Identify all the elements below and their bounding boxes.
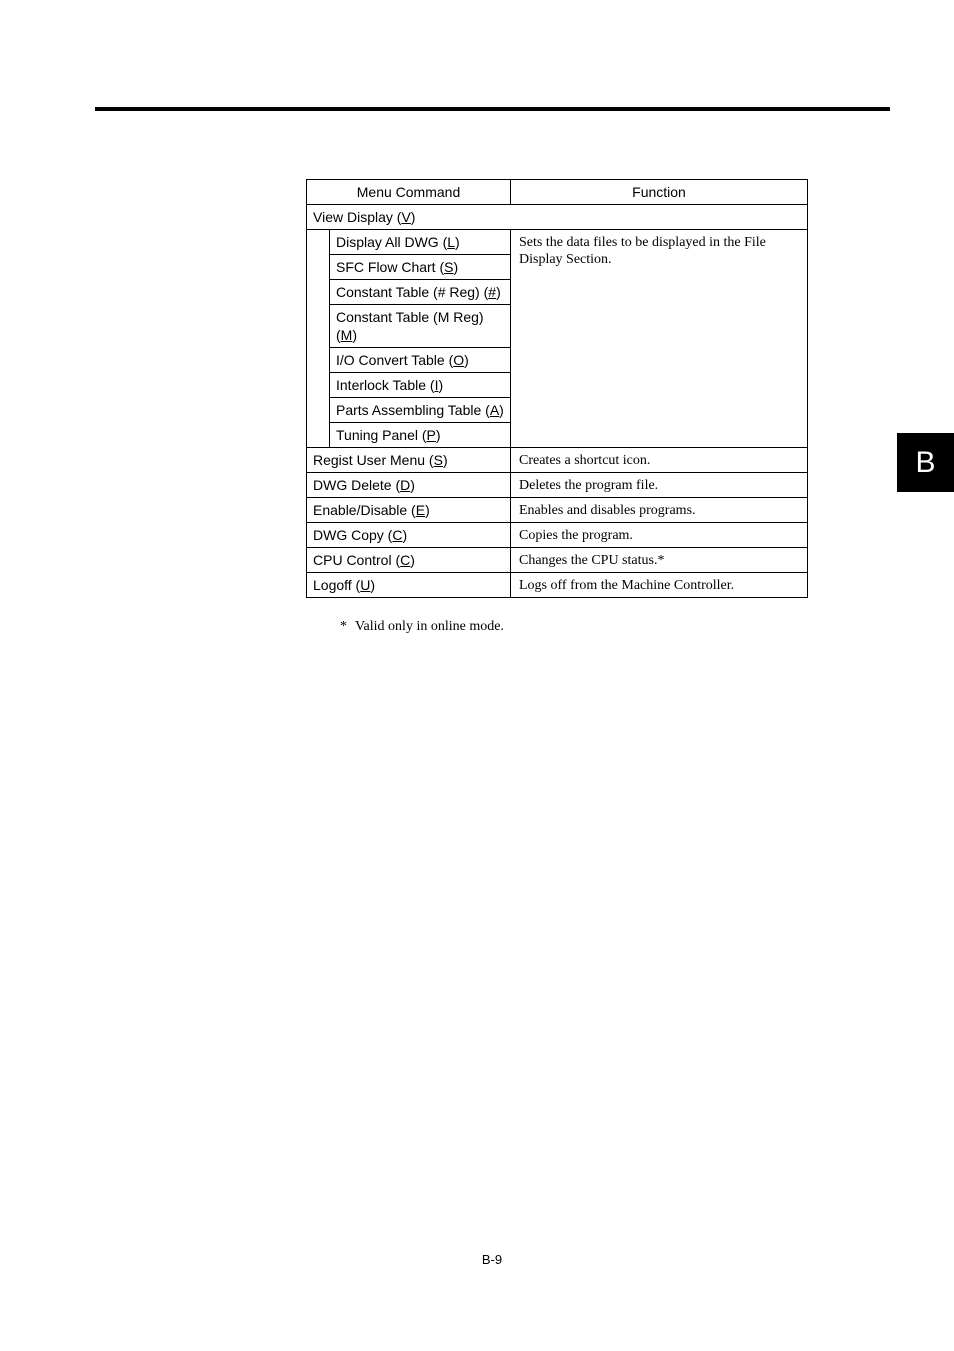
sub-item: Tuning Panel (P) <box>330 423 511 448</box>
function-cell: Logs off from the Machine Controller. <box>511 573 808 598</box>
table-row <box>307 205 808 230</box>
function-cell: Creates a shortcut icon. <box>511 448 808 473</box>
sub-item: Interlock Table (I) <box>330 373 511 398</box>
table-row <box>307 548 808 573</box>
table-row <box>307 573 808 598</box>
command-cell: DWG Delete (D) <box>307 473 511 498</box>
command-cell: DWG Copy (C) <box>307 523 511 548</box>
view-display-cell: View Display (V) <box>307 205 808 230</box>
table-row <box>307 448 808 473</box>
table-row <box>307 230 808 255</box>
sub-item: I/O Convert Table (O) <box>330 348 511 373</box>
menu-command-table <box>306 179 808 598</box>
sub-item: Constant Table (M Reg) (M) <box>330 305 511 348</box>
command-cell: CPU Control (C) <box>307 548 511 573</box>
function-cell: Deletes the program file. <box>511 473 808 498</box>
function-cell: Enables and disables programs. <box>511 498 808 523</box>
footnote-text: Valid only in online mode. <box>355 619 504 634</box>
function-cell: Copies the program. <box>511 523 808 548</box>
sub-item: Parts Assembling Table (A) <box>330 398 511 423</box>
footnote <box>340 619 504 635</box>
command-cell: Regist User Menu (S) <box>307 448 511 473</box>
header-rule <box>95 107 890 111</box>
indent-cell <box>307 230 330 448</box>
sub-item: Constant Table (# Reg) (#) <box>330 280 511 305</box>
page-number: B-9 <box>481 1252 503 1267</box>
appendix-tab: B <box>897 433 954 492</box>
header-menu-command: Menu Command <box>307 180 511 205</box>
header-function: Function <box>511 180 808 205</box>
table-header-row <box>307 180 808 205</box>
table-row <box>307 523 808 548</box>
function-cell: Changes the CPU status.* <box>511 548 808 573</box>
footnote-mark: * <box>340 619 347 634</box>
table-row <box>307 473 808 498</box>
command-cell: Enable/Disable (E) <box>307 498 511 523</box>
command-cell: Logoff (U) <box>307 573 511 598</box>
table-row <box>307 498 808 523</box>
view-display-function: Sets the data files to be displayed in the File Display Section. <box>511 230 808 448</box>
sub-item: SFC Flow Chart (S) <box>330 255 511 280</box>
sub-item: Display All DWG (L) <box>330 230 511 255</box>
